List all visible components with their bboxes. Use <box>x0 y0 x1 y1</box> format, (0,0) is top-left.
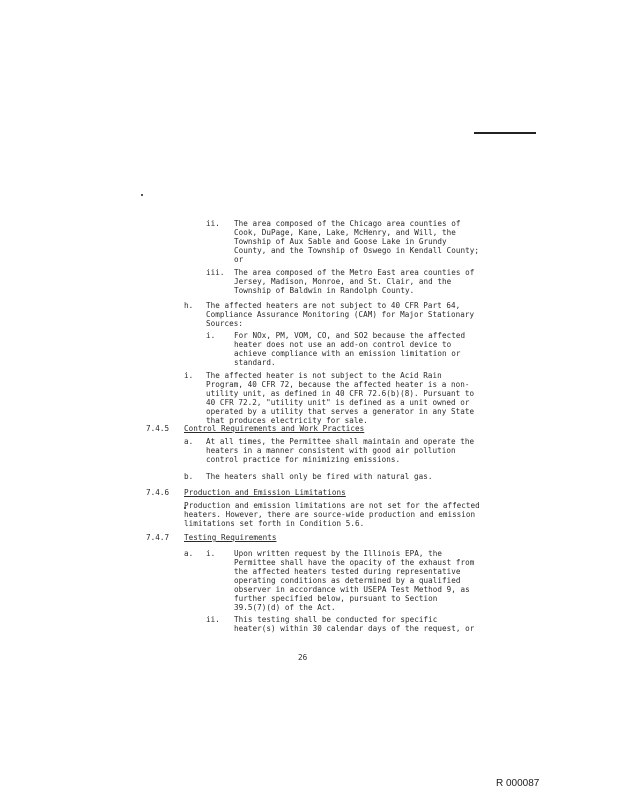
text-line: that produces electricity for sale. <box>206 416 368 425</box>
text-line: Program, 40 CFR 72, because the affected heater is a non- <box>206 380 470 389</box>
text-line: Jersey, Madison, Monroe, and St. Clair, and the <box>234 277 452 286</box>
text-line: Upon written request by the Illinois EPA, the <box>234 549 442 558</box>
text-line: At all times, the Permittee shall maintain and operate the <box>206 437 475 446</box>
text-line: limitations set forth in Condition 5.6. <box>184 519 365 528</box>
text-line: Production and emission limitations are not set for the affected <box>184 501 480 510</box>
text-line: The area composed of the Chicago area counties of <box>234 219 461 228</box>
text-line: Cook, DuPage, Kane, Lake, McHenry, and Will, the <box>234 228 456 237</box>
item-label: iii. <box>206 268 225 277</box>
text-line: 40 CFR 72.2, "utility unit" is defined as a unit owned or <box>206 398 470 407</box>
item-label: ii. <box>206 615 220 624</box>
text-line: control practice for minimizing emissions. <box>206 455 401 464</box>
page-number: 26 <box>298 653 308 662</box>
text-line: heater does not use an add-on control device to <box>234 340 452 349</box>
text-line: Township of Aux Sable and Goose Lake in Grundy <box>234 237 447 246</box>
text-line: standard. <box>234 358 276 367</box>
text-line: The affected heaters are not subject to 40 CFR Part 64, <box>206 301 461 310</box>
item-label: b. <box>184 472 194 481</box>
text-line: operating conditions as determined by a qualified <box>234 576 461 585</box>
bates-number: R 000087 <box>496 778 540 789</box>
item-label: a. <box>184 549 194 558</box>
item-label: a. <box>184 437 194 446</box>
text-line: County, and the Township of Oswego in Kendall County; <box>234 246 479 255</box>
item-label: i. <box>206 331 216 340</box>
text-line: observer in accordance with USEPA Test Method 9, as <box>234 585 470 594</box>
text-line: the affected heaters tested during representative <box>234 567 461 576</box>
text-line: heaters. However, there are source-wide production and emission <box>184 510 476 519</box>
text-line: The heaters shall only be fired with natural gas. <box>206 472 433 481</box>
text-line: Permittee shall have the opacity of the exhaust from <box>234 558 475 567</box>
text-line: Township of Baldwin in Randolph County. <box>234 286 415 295</box>
text-line: Compliance Assurance Monitoring (CAM) for Major Stationary <box>206 310 475 319</box>
text-line: The affected heater is not subject to the Acid Rain <box>206 371 442 380</box>
section-number: 7.4.5 <box>146 424 170 433</box>
header-rule <box>474 132 536 134</box>
text-line: This testing shall be conducted for specific <box>234 615 438 624</box>
text-line: The area composed of the Metro East area counties of <box>234 268 475 277</box>
text-line: operated by a utility that serves a generator in any State <box>206 407 475 416</box>
text-line: achieve compliance with an emission limitation or <box>234 349 461 358</box>
text-line: or <box>234 255 244 264</box>
section-title: Production and Emission Limitations <box>184 488 346 497</box>
section-number: 7.4.7 <box>146 533 170 542</box>
text-line: Sources: <box>206 319 243 328</box>
item-label: i. <box>184 371 194 380</box>
text-line: utility unit, as defined in 40 CFR 72.6(b)(8). Pursuant to <box>206 389 475 398</box>
text-line: further specified below, pursuant to Section <box>234 594 438 603</box>
text-line: heater(s) within 30 calendar days of the request, or <box>234 624 475 633</box>
speck <box>141 194 143 196</box>
section-title: Control Requirements and Work Practices <box>184 424 365 433</box>
section-number: 7.4.6 <box>146 488 170 497</box>
text-line: For NOx, PM, VOM, CO, and SO2 because the affected <box>234 331 466 340</box>
text-line: heaters in a manner consistent with good air pollution <box>206 446 456 455</box>
item-sublabel: i. <box>206 549 216 558</box>
text-line: 39.5(7)(d) of the Act. <box>234 603 336 612</box>
item-label: ii. <box>206 219 220 228</box>
section-title: Testing Requirements <box>184 533 277 542</box>
item-label: h. <box>184 301 194 310</box>
